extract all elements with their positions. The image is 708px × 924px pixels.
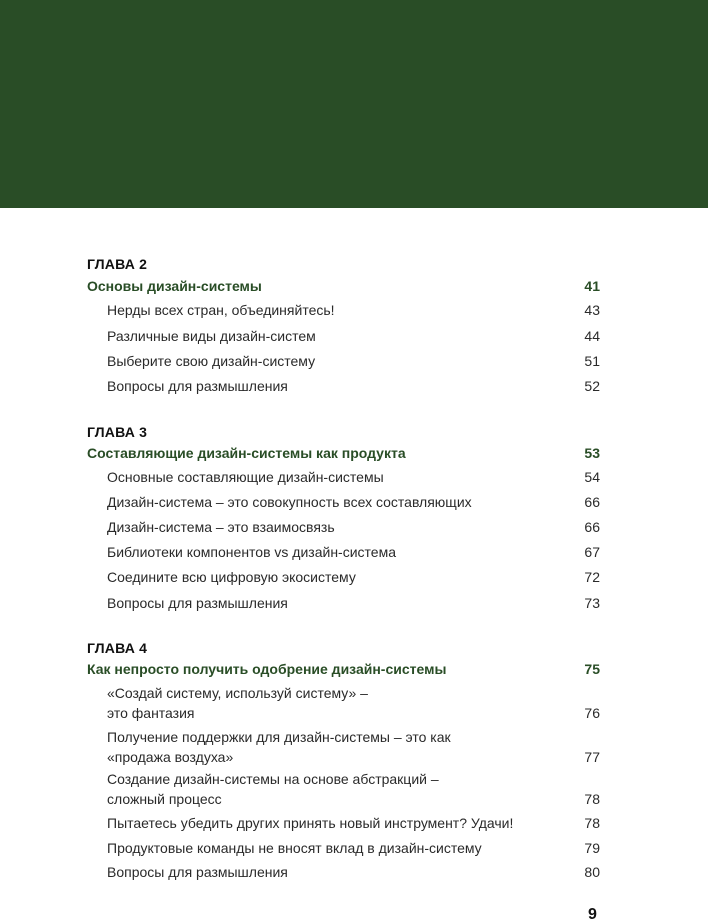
toc-item-page: 43	[584, 302, 600, 318]
toc-item-page: 66	[584, 494, 600, 510]
toc-item[interactable]	[87, 862, 600, 882]
chapter-title: Основы дизайн-системы	[87, 278, 262, 294]
toc-item-page: 72	[584, 569, 600, 585]
chapter-title: Как непросто получить одобрение дизайн-системы	[87, 661, 447, 677]
chapter-title-row[interactable]	[87, 443, 600, 463]
toc-item-page: 51	[584, 353, 600, 369]
chapter-title-row[interactable]	[87, 276, 600, 296]
toc-item-title-line2: «продажа воздуха»	[107, 749, 234, 765]
toc-item-title-line1: «Создай систему, используй систему» –	[107, 685, 368, 701]
toc-item-page: 76	[584, 705, 600, 721]
toc-item-page: 54	[584, 469, 600, 485]
toc-item-title: Вопросы для размышления	[107, 864, 288, 880]
toc-item[interactable]	[87, 769, 600, 809]
toc-item[interactable]	[87, 683, 600, 723]
toc-item[interactable]	[87, 492, 600, 512]
toc-item[interactable]	[87, 813, 600, 833]
toc-item-title: Соедините всю цифровую экосистему	[107, 569, 356, 585]
toc-item-page: 73	[584, 595, 600, 611]
toc-item-title: Продуктовые команды не вносят вклад в дизайн-систему	[107, 840, 482, 856]
chapter-page: 53	[584, 445, 600, 461]
toc-item-title: Нерды всех стран, объединяйтесь!	[107, 302, 335, 318]
toc-item-title-line1: Получение поддержки для дизайн-системы – это как	[107, 729, 451, 745]
toc-item[interactable]	[87, 467, 600, 487]
chapter-label: ГЛАВА 2	[87, 256, 148, 272]
chapter-label: ГЛАВА 4	[87, 640, 148, 656]
toc-item-page: 66	[584, 519, 600, 535]
toc-item-title: Основные составляющие дизайн-системы	[107, 469, 384, 485]
chapter-title: Составляющие дизайн-системы как продукта	[87, 445, 406, 461]
toc-item[interactable]	[87, 517, 600, 537]
chapter-page: 75	[584, 661, 600, 677]
toc-item-title-line1: Создание дизайн-системы на основе абстракций –	[107, 771, 439, 787]
toc-item-page: 67	[584, 544, 600, 560]
toc-item[interactable]	[87, 376, 600, 396]
chapter-label: ГЛАВА 3	[87, 424, 148, 440]
toc-item[interactable]	[87, 326, 600, 346]
toc-item[interactable]	[87, 567, 600, 587]
toc-item-title: Дизайн-система – это взаимосвязь	[107, 519, 335, 535]
toc-item[interactable]	[87, 300, 600, 320]
toc-item-title: Пытаетесь убедить других принять новый инструмент? Удачи!	[107, 815, 514, 831]
toc-item[interactable]	[87, 727, 600, 767]
chapter-page: 41	[584, 278, 600, 294]
toc-item-page: 80	[584, 864, 600, 880]
toc-item-title: Дизайн-система – это совокупность всех составляющих	[107, 494, 472, 510]
toc-item-page: 52	[584, 378, 600, 394]
toc-item-page: 44	[584, 328, 600, 344]
toc-item-title-line2: это фантазия	[107, 705, 195, 721]
chapter-title-row[interactable]	[87, 659, 600, 679]
toc-item-title: Библиотеки компонентов vs дизайн-система	[107, 544, 396, 560]
toc-item-title: Вопросы для размышления	[107, 378, 288, 394]
toc-item-title: Вопросы для размышления	[107, 595, 288, 611]
toc-item-page: 79	[584, 840, 600, 856]
toc-item-page: 78	[584, 791, 600, 807]
toc-item-title: Выберите свою дизайн-систему	[107, 353, 316, 369]
page-number: 9	[588, 906, 597, 923]
toc-item-page: 78	[584, 815, 600, 831]
cover-banner	[0, 0, 708, 208]
toc-item[interactable]	[87, 542, 600, 562]
toc-item[interactable]	[87, 351, 600, 371]
toc-item-title: Различные виды дизайн-систем	[107, 328, 316, 344]
toc-item-page: 77	[584, 749, 600, 765]
toc-item-title-line2: сложный процесс	[107, 791, 222, 807]
toc-item[interactable]	[87, 838, 600, 858]
toc-item[interactable]	[87, 593, 600, 613]
